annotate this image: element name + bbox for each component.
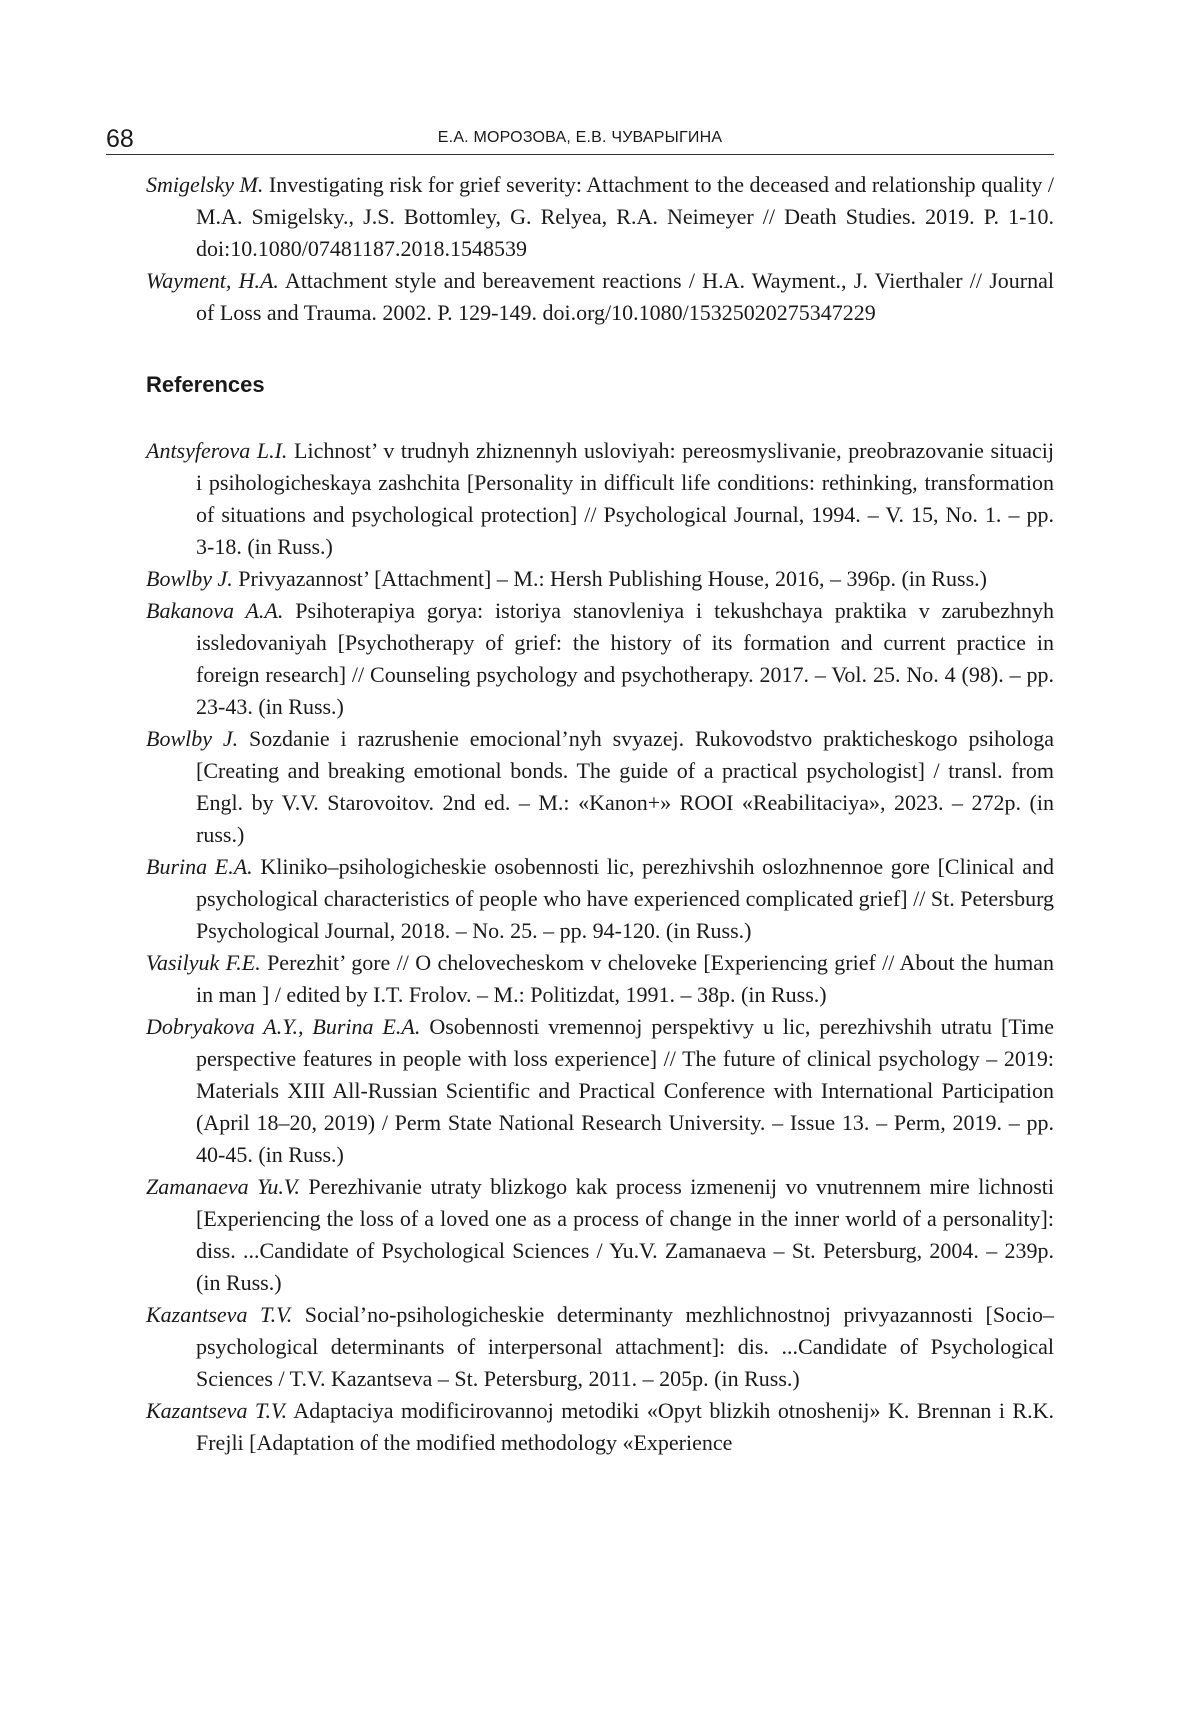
reference-author: Bowlby J. bbox=[146, 566, 233, 591]
reference-text: Social’no-psihologicheskie determinanty mezhlichnostnoj privyazannosti [Socio–psychological determinants of interpersonal attachment]: dis. ...Candidate of Psychological Sciences / T.V. Kazantseva – St. Petersburg, 2011. – 205p. (in Russ.) bbox=[196, 1302, 1054, 1391]
running-head: Е.А. МОРОЗОВА, Е.В. ЧУВАРЫГИНА bbox=[437, 129, 723, 146]
reference-text: Perezhivanie utraty blizkogo kak process izmenenij vo vnutrennem mire lichnosti [Experiencing the loss of a loved one as a process of change in the inner world of a personality]: diss. ...Candidate of Psychological Sciences / Yu.V. Zamanaeva – St. Petersburg, 2004. – 239p. (in Russ.) bbox=[196, 1174, 1054, 1295]
reference-entry bbox=[146, 1011, 1054, 1171]
references-heading: References bbox=[146, 372, 265, 397]
reference-author: Kazantseva T.V. bbox=[146, 1398, 288, 1423]
reference-text: Psihoterapiya gorya: istoriya stanovleniya i tekushchaya praktika v zarubezhnyh issledovaniyah [Psychotherapy of grief: the history of its formation and current practice in foreign research] // Counseling psychology and psychotherapy. 2017. – Vol. 25. No. 4 (98). – pp. 23-43. (in Russ.) bbox=[196, 598, 1054, 719]
reference-text: Lichnost’ v trudnyh zhiznennyh usloviyah: pereosmyslivanie, preobrazovanie situacij i psihologicheskaya zashchita [Personality in difficult life conditions: rethinking, transformation of situations and psychological protection] // Psychological Journal, 1994. – V. 15, No. 1. – pp. 3-18. (in Russ.) bbox=[196, 438, 1055, 559]
reference-entry bbox=[146, 1299, 1054, 1395]
reference-author: Bowlby J. bbox=[146, 726, 239, 751]
reference-text: Sozdanie i razrushenie emocional’nyh svyazej. Rukovodstvo prakticheskogo psihologa [Creating and breaking emotional bonds. The guide of a practical psychologist] / transl. from Engl. by V.V. Starovoitov. 2nd ed. – M.: «Kanon+» ROOI «Reabilitaciya», 2023. – 272p. (in russ.) bbox=[196, 726, 1054, 847]
reference-author: Bakanova A.A. bbox=[146, 598, 284, 623]
reference-author: Dobryakova A.Y., Burina E.A. bbox=[146, 1014, 421, 1039]
reference-text: Kliniko–psihologicheskie osobennosti lic, perezhivshih oslozhnennoe gore [Clinical and psychological characteristics of people who have experienced complicated grief] // St. Petersburg Psychological Journal, 2018. – No. 25. – pp. 94-120. (in Russ.) bbox=[196, 854, 1054, 943]
reference-entry bbox=[146, 265, 1054, 329]
reference-entry bbox=[146, 563, 1054, 595]
reference-text: Privyazannost’ [Attachment] – M.: Hersh Publishing House, 2016, – 396p. (in Russ.) bbox=[232, 566, 988, 591]
reference-author: Antsyferova L.I. bbox=[146, 438, 288, 463]
reference-entry bbox=[146, 595, 1054, 723]
reference-author: Kazantseva T.V. bbox=[146, 1302, 293, 1327]
reference-text: Adaptaciya modificirovannoj metodiki «Opyt blizkih otnoshenij» K. Brennan i R.K. Frejli [Adaptation of the modified methodology «Experience bbox=[196, 1398, 1054, 1455]
reference-author: Zamanaeva Yu.V. bbox=[146, 1174, 300, 1199]
page-content bbox=[146, 169, 1054, 1459]
page-number: 68 bbox=[106, 125, 134, 153]
reference-author: Vasilyuk F.E. bbox=[146, 950, 261, 975]
reference-entry bbox=[146, 435, 1054, 563]
reference-entry bbox=[146, 723, 1054, 851]
reference-author: Smigelsky M. bbox=[146, 172, 264, 197]
reference-entry bbox=[146, 1395, 1054, 1459]
reference-entry bbox=[146, 851, 1054, 947]
reference-entry bbox=[146, 169, 1054, 265]
reference-entry bbox=[146, 947, 1054, 1011]
reference-text: Attachment style and bereavement reactions / H.A. Wayment., J. Vierthaler // Journal of Loss and Trauma. 2002. P. 129-149. doi.org/10.1080/15325020275347229 bbox=[196, 268, 1054, 325]
page-header bbox=[106, 124, 1054, 155]
reference-author: Burina E.A. bbox=[146, 854, 253, 879]
reference-entry bbox=[146, 1171, 1054, 1299]
reference-text: Perezhit’ gore // O chelovecheskom v cheloveke [Experiencing grief // About the human in man ] / edited by I.T. Frolov. – M.: Politizdat, 1991. – 38p. (in Russ.) bbox=[196, 950, 1054, 1007]
reference-text: Osobennosti vremennoj perspektivy u lic, perezhivshih utratu [Time perspective features in people with loss experience] // The future of clinical psychology – 2019: Materials XIII All-Russian Scientific and Practical Conference with International Participation (April 18–20, 2019) / Perm State National Research University. – Issue 13. – Perm, 2019. – pp. 40-45. (in Russ.) bbox=[196, 1014, 1054, 1167]
reference-author: Wayment, H.A. bbox=[146, 268, 279, 293]
reference-text: Investigating risk for grief severity: Attachment to the deceased and relationship quality / M.A. Smigelsky., J.S. Bottomley, G. Relyea, R.A. Neimeyer // Death Studies. 2019. P. 1-10. doi:10.1080/07481187.2018.1548539 bbox=[196, 172, 1055, 261]
